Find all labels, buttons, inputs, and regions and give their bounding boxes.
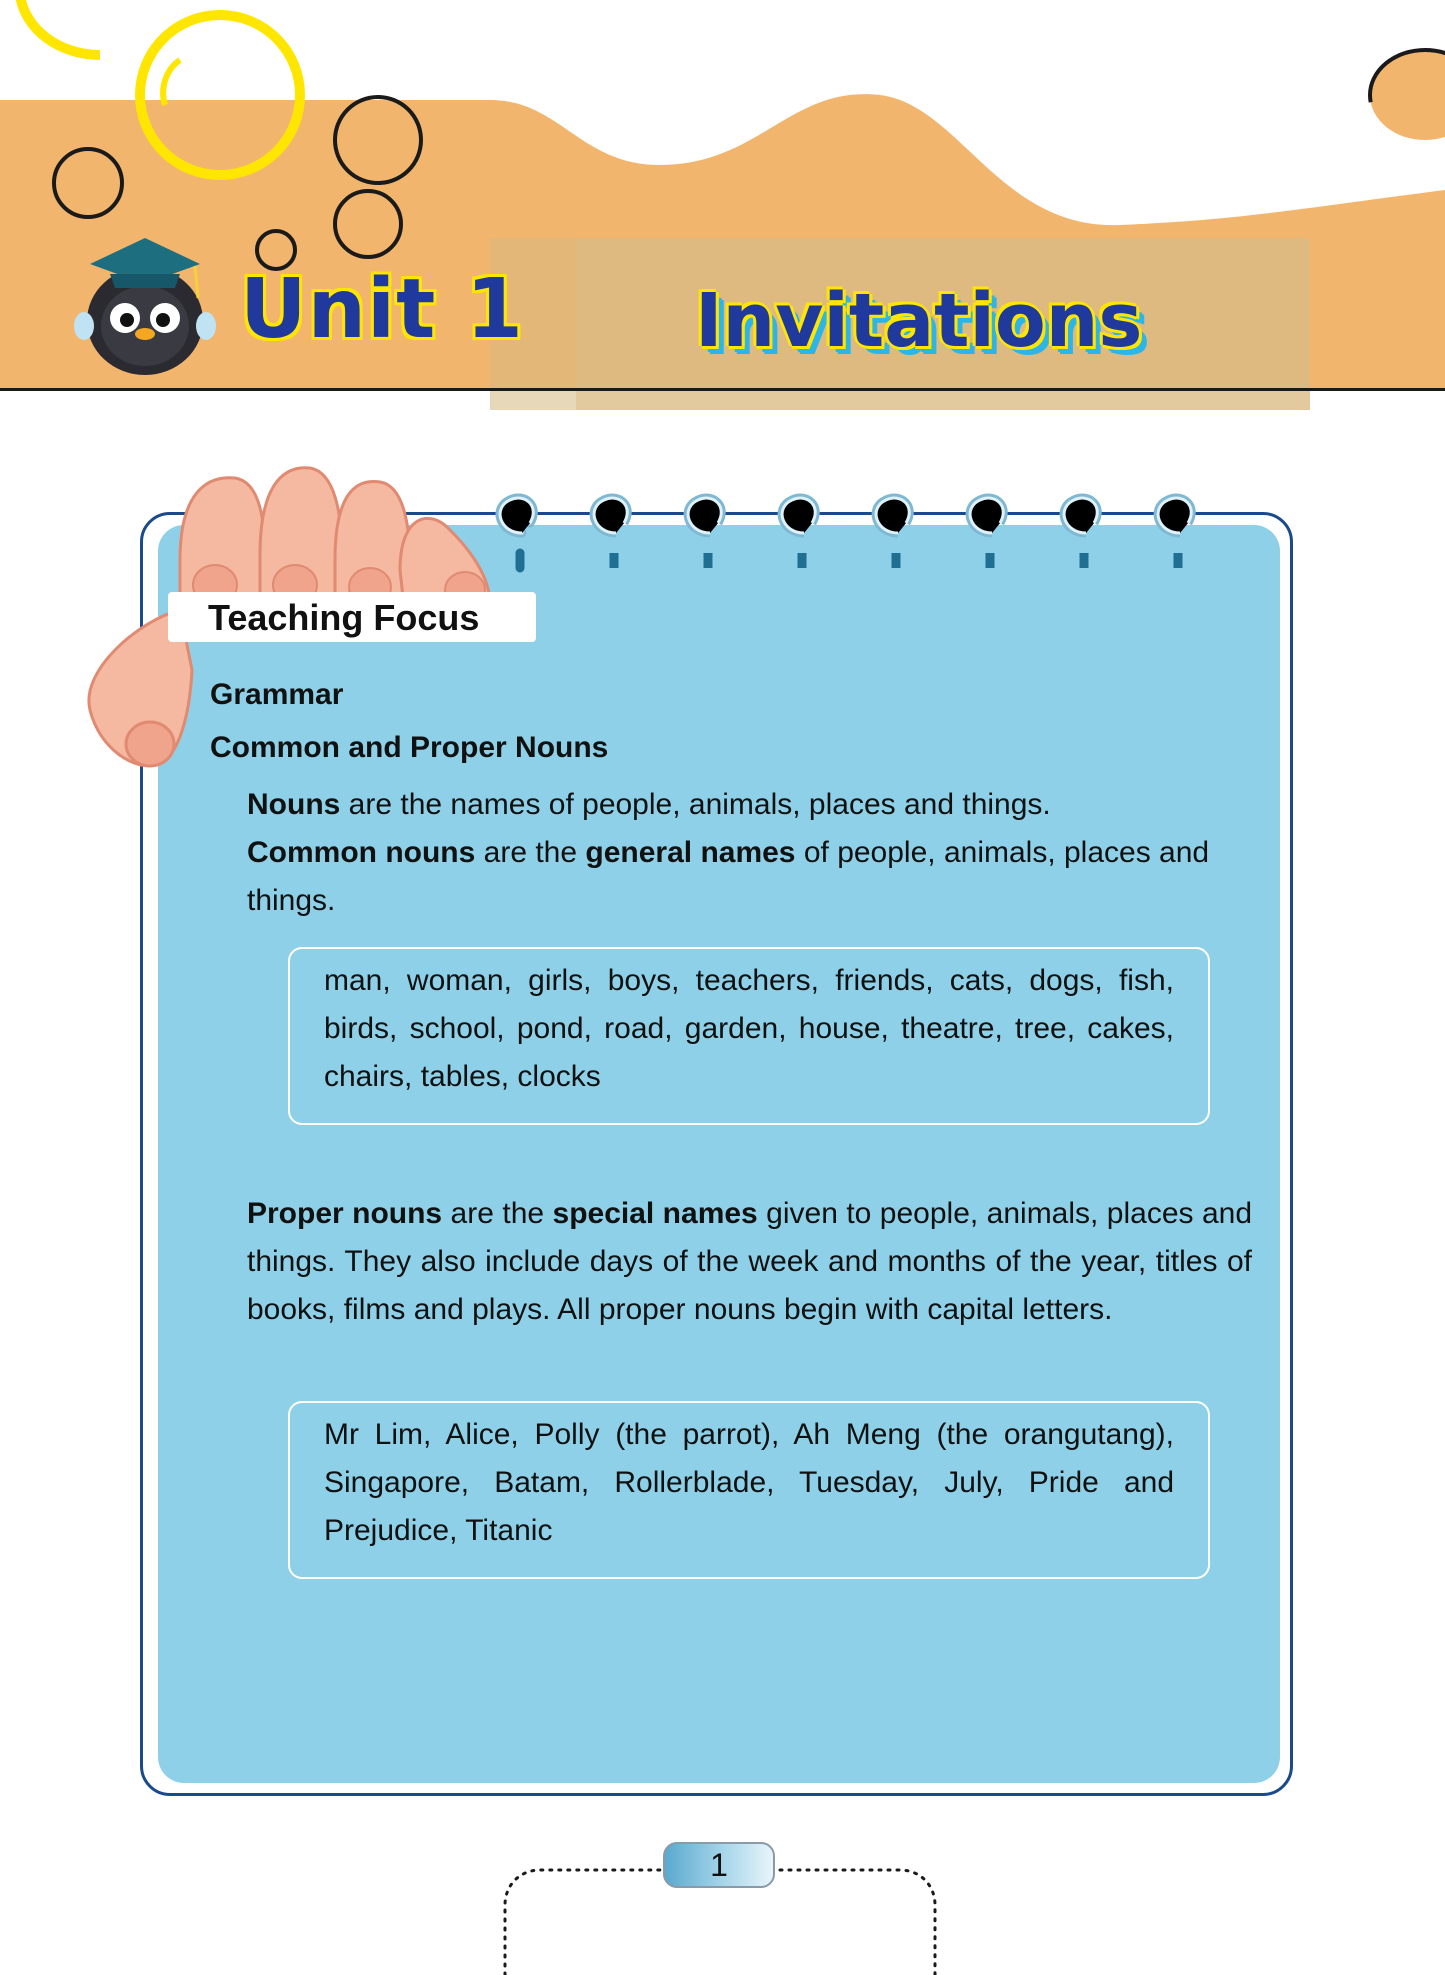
proper-definition-text: given to people, animals, places and things. They also include days of the week and months of the year, titles of books, films and plays. All proper nouns begin with capital letters. — [247, 1197, 1253, 1326]
proper-nouns-examples: Mr Lim, Alice, Polly (the parrot), Ah Meng (the orangutang), Singapore, Batam, Rollerblade, Tuesday, July, Pride and Prejudice, Titanic — [288, 1401, 1210, 1579]
common-definition-mid: are the — [475, 836, 586, 869]
common-definition — [247, 829, 1247, 925]
common-definition-text: of people, animals, places and things. — [247, 836, 1210, 917]
proper-definition-mid: are the — [442, 1197, 553, 1230]
proper-term: Proper nouns — [247, 1197, 443, 1230]
proper-nouns-definition — [247, 1190, 1252, 1334]
common-term: Common nouns — [247, 836, 476, 869]
graduation-owl-mascot-icon — [70, 226, 220, 376]
page-number: 1 — [710, 1847, 728, 1883]
nouns-term: Nouns — [247, 788, 341, 821]
nouns-definition — [247, 781, 1247, 829]
unit-label: Unit 1 — [240, 262, 524, 357]
topic-heading: Common and Proper Nouns — [210, 731, 609, 764]
common-nouns-definition — [247, 781, 1247, 925]
grammar-label: Grammar — [210, 678, 344, 711]
common-nouns-examples: man, woman, girls, boys, teachers, friends, cats, dogs, fish, birds, school, pond, road, garden, house, theatre, tree, cakes, chairs, tables, clocks — [288, 947, 1210, 1125]
common-emphasis: general names — [585, 836, 796, 869]
nouns-definition-text: are the names of people, animals, places and things. — [340, 788, 1051, 821]
page-number-badge — [663, 1842, 775, 1888]
proper-emphasis: special names — [552, 1197, 758, 1230]
teaching-focus-label: Teaching Focus — [208, 597, 480, 638]
spiral-binding-rings-icon — [480, 478, 1240, 588]
unit-title: Invitations — [695, 278, 1143, 364]
header-rule — [0, 388, 1445, 391]
